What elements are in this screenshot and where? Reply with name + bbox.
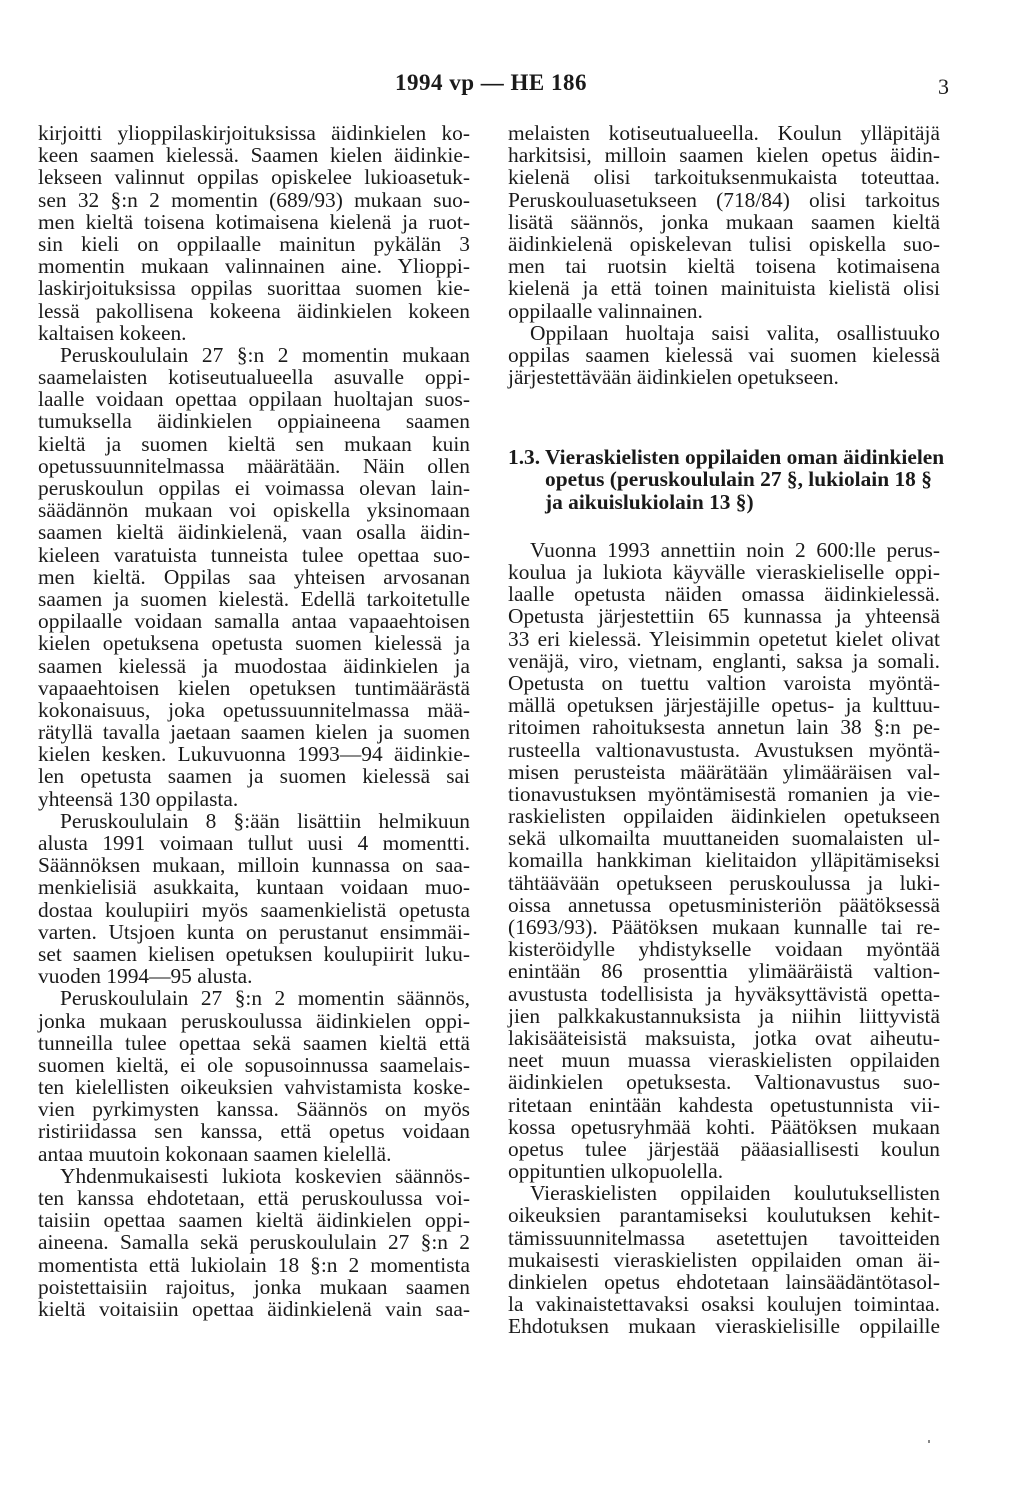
text-line: tähtäävään opetukseen peruskoulussa ja luki- <box>508 870 940 895</box>
text-line: tionavustuksen myöntämisestä romanien ja vie- <box>508 781 940 806</box>
text-line: misen perusteista määrätään ylimääräisen val- <box>508 759 940 784</box>
text-line: kieltä ja suomen kieltä sen mukaan kuin <box>38 431 470 456</box>
text-line: oissa annetussa opetusministeriön päätöksessä <box>508 892 940 917</box>
right-column <box>508 121 945 1339</box>
text-line: peruskoulun oppilas ei voimassa olevan lain- <box>38 476 470 500</box>
text-line: kaltaisen kokeen. <box>38 320 187 345</box>
text-line: men tai ruotsin kieltä toisena kotimaisena <box>508 254 940 279</box>
text-line: saamen kieltä äidinkielenä, vaan osalla äidin- <box>38 520 470 545</box>
text-line: oppilaalle voidaan samalla antaa vapaaehtoisen <box>38 609 470 634</box>
text-line: oppilas saamen kielessä vai suomen kielessä <box>508 342 940 367</box>
text-line: mukaisesti vieraskielisten oppilaiden oman äi- <box>508 1247 940 1272</box>
text-line: 33 eri kielessä. Yleisimmin opetetut kielet olivat <box>508 626 940 651</box>
left-column <box>38 122 470 1320</box>
text-line: taisiin opettaa saamen kieltä äidinkielen oppi- <box>38 1208 470 1233</box>
right-column-top-text <box>508 122 940 388</box>
text-line: rusteella valtionavustusta. Avustuksen myöntä- <box>508 737 940 762</box>
text-line: rätyllä tavalla jaetaan saamen kielen ja suomen <box>38 720 470 745</box>
text-line: kieltä voitaisiin opettaa äidinkielenä vain saa- <box>38 1296 470 1321</box>
text-line: ristiriidassa sen kanssa, että opetus voidaan <box>38 1119 470 1144</box>
text-line: kielen opetuksena opetusta suomen kielessä ja <box>38 631 470 656</box>
text-line: säädännön mukaan voi opiskella yksinomaan <box>38 498 470 523</box>
text-line: harkitsisi, milloin saamen kielen opetus äidin- <box>508 143 940 168</box>
header-title: 1994 vp — HE 186 <box>395 70 588 95</box>
text-line: kielen kesken. Lukuvuonna 1993—94 äidinkie- <box>38 742 470 767</box>
text-line: kokonaisuus, joka opetussuunnitelmassa mää- <box>38 697 470 722</box>
text-line: Vieraskielisten oppilaiden koulutuksellisten <box>530 1181 940 1206</box>
text-line: momentin mukaan valinnainen aine. Ylioppi- <box>38 254 470 279</box>
right-column-bottom-text <box>508 539 940 1338</box>
text-line: äidinkielenä opiskelevan tulisi opiskella suo- <box>508 231 940 256</box>
text-line: Ehdotuksen mukaan vieraskielisille oppilaille <box>508 1314 940 1339</box>
text-line: Peruskoululain 8 §:ään lisättiin helmikuun <box>60 808 470 833</box>
text-line: Opetusta on tuettu valtion varoista myöntä- <box>508 670 940 695</box>
text-line: Oppilaan huoltaja saisi valita, osallistuuko <box>530 320 940 345</box>
text-line: saamen ja suomen kielestä. Edellä tarkoitetulle <box>38 586 470 611</box>
text-line: komailla hankkiman kielitaidon ylläpitämiseksi <box>508 848 940 873</box>
text-line: la vakinaistettavaksi osaksi koulujen toimintaa. <box>508 1292 940 1317</box>
text-line: ten kielellisten oikeuksien vahvistamista koske- <box>38 1075 470 1100</box>
section-number: 1.3. <box>508 445 541 470</box>
text-line: venäjä, viro, vietnam, englanti, saksa ja somali. <box>508 648 940 673</box>
text-line: mällä opetuksen järjestäjille opetus- ja kulttuu- <box>508 693 940 718</box>
scan-mark <box>928 1440 930 1443</box>
text-line: vuoden 1994—95 alusta. <box>38 964 253 989</box>
section-heading <box>508 445 945 514</box>
text-line: sen 32 §:n 2 momentin (689/93) mukaan suo- <box>38 187 470 212</box>
text-line: tumuksella äidinkielen oppiaineena saamen <box>38 409 470 434</box>
text-line: yhteensä 130 oppilasta. <box>38 786 239 811</box>
text-line: oikeuksien parantamiseksi koulutuksen kehit- <box>508 1203 940 1228</box>
page-header <box>0 70 1024 98</box>
text-line: avustusta todellisista ja hyväksyttävistä opetta- <box>508 981 940 1006</box>
text-line: ritetaan enintään kahdesta opetustunnista vii- <box>508 1092 940 1117</box>
text-line: dostaa koulupiiri myös saamenkielistä opetusta <box>38 897 470 922</box>
text-line: koulua ja lukiota käyvälle vieraskieliselle oppi- <box>508 560 940 584</box>
text-line: melaisten kotiseutualueella. Koulun ylläpitäjä <box>508 121 940 145</box>
text-line: oppilaalle valinnainen. <box>508 298 703 323</box>
text-line: vapaaehtoisen kielen opetuksen tuntimäärästä <box>38 675 470 700</box>
text-line: oppituntien ulkopuolella. <box>508 1159 724 1184</box>
text-line: aineena. Samalla sekä peruskoululain 27 §:n 2 <box>38 1230 470 1255</box>
text-line: men kieltä. Oppilas saa yhteisen arvosanan <box>38 564 470 589</box>
text-line: dinkielen opetus ehdotetaan lainsäädäntötasol- <box>508 1270 940 1294</box>
text-line: enintään 86 prosenttia ylimääräistä valtion- <box>508 959 940 984</box>
text-line: momentista että lukiolain 18 §:n 2 momentista <box>38 1252 470 1277</box>
text-line: kielenä ja että toinen mainituista kielistä olisi <box>508 276 940 301</box>
text-line: set saamen kielisen opetuksen koulupiirit luku- <box>38 941 470 966</box>
text-line: ten kanssa ehdotetaan, että peruskoulussa voi- <box>38 1186 470 1210</box>
text-line: jien palkkakustannuksista ja niihin liittyvistä <box>508 1003 940 1028</box>
text-line: men kieltä toisena kotimaisena kielenä ja ruot- <box>38 209 470 234</box>
text-line: sin kieli on oppilaalle mainitun pykälän 3 <box>38 231 470 256</box>
text-line: keen saamen kielessä. Saamen kielen äidinkie- <box>38 143 470 168</box>
text-line: tämissuunnitelmassa asetettujen tavoitteiden <box>508 1225 940 1250</box>
text-line: kisteröidylle yhdistykselle voidaan myöntää <box>508 937 940 962</box>
text-line: opetussuunnitelmassa määrätään. Näin ollen <box>38 453 470 478</box>
text-line: Opetusta järjestettiin 65 kunnassa ja yhteensä <box>508 604 940 629</box>
text-line: kirjoitti ylioppilaskirjoituksissa äidinkielen ko- <box>38 121 470 145</box>
text-line: jonka mukaan peruskoulussa äidinkielen oppi- <box>38 1008 470 1033</box>
page-number: 3 <box>938 74 949 99</box>
text-line: antaa muutoin kokonaan saamen kielellä. <box>38 1141 392 1166</box>
section-heading-line: opetus (peruskoululain 27 §, lukiolain 18 § <box>545 467 932 492</box>
text-line: Peruskouluasetukseen (718/84) olisi tarkoitus <box>508 187 940 212</box>
text-line: kieleen varatuista tunneista tulee opettaa suo- <box>38 542 470 567</box>
text-line: menkielisiä asukkaita, kuntaan voidaan muo- <box>38 875 470 900</box>
text-line: (1693/93). Päätöksen mukaan kunnalle tai re- <box>508 915 940 939</box>
text-line: alusta 1991 voimaan tullut uusi 4 momentti. <box>38 831 470 855</box>
text-line: varten. Utsjoen kunta on perustanut ensimmäi- <box>38 919 470 944</box>
text-line: lekseen valinnut oppilas opiskelee lukioasetuk- <box>38 165 470 190</box>
text-line: poistettaisiin rajoitus, jonka mukaan saamen <box>38 1274 470 1299</box>
text-line: lakisääteisistä maksuista, jotka ovat aiheutu- <box>508 1025 940 1050</box>
section-heading-line: Vieraskielisten oppilaiden oman äidinkielen <box>545 445 945 470</box>
text-line: Peruskoululain 27 §:n 2 momentin säännös, <box>60 986 470 1011</box>
section-heading-line: ja aikuislukiolain 13 §) <box>545 489 754 514</box>
text-line: saamelaisten kotiseutualueella asuvalle oppi- <box>38 365 470 390</box>
text-line: neet muun muassa vieraskielisten oppilaiden <box>508 1048 940 1073</box>
text-line: suomen kieltä, ei ole sopusoinnussa saamelais- <box>38 1052 470 1077</box>
text-line: Yhdenmukaisesti lukiota koskevien säännös- <box>60 1163 470 1188</box>
text-line: sekä ulkomailta muuttaneiden suomalaisten ul- <box>508 826 940 851</box>
text-line: vien pyrkimysten kanssa. Säännös on myös <box>38 1097 470 1122</box>
text-line: Säännöksen mukaan, milloin kunnassa on saa- <box>38 853 470 878</box>
text-line: Peruskoululain 27 §:n 2 momentin mukaan <box>60 342 470 367</box>
text-line: äidinkielen opetuksesta. Valtionavustus suo- <box>508 1070 940 1095</box>
text-line: laalle opetusta näiden omassa äidinkielessä. <box>508 582 940 607</box>
text-line: raskielisten oppilaiden äidinkielen opetukseen <box>508 804 940 829</box>
text-line: lessä pakollisena kokeena äidinkielen kokeen <box>38 298 470 323</box>
text-line: opetus tulee järjestää pääasiallisesti koulun <box>508 1136 940 1161</box>
text-line: tunneilla tulee opettaa sekä saamen kieltä että <box>38 1030 470 1055</box>
text-line: saamen kielessä ja muodostaa äidinkielen ja <box>38 653 470 678</box>
text-line: järjestettävään äidinkielen opetukseen. <box>508 365 839 390</box>
text-line: kossa opetusryhmää kohti. Päätöksen mukaan <box>508 1114 940 1139</box>
text-line: kielenä olisi tarkoituksenmukaista toteuttaa. <box>508 165 940 190</box>
text-line: laskirjoituksissa oppilas suorittaa suomen kie- <box>38 276 470 301</box>
text-line: lisätä säännös, jonka mukaan saamen kieltä <box>508 209 940 234</box>
text-line: Vuonna 1993 annettiin noin 2 600:lle perus- <box>530 537 940 562</box>
text-line: len opetusta saamen ja suomen kielessä sai <box>38 764 470 789</box>
text-line: ritoimen rahoituksesta annetun lain 38 §:n pe- <box>508 715 940 740</box>
text-line: laalle voidaan opettaa oppilaan huoltajan suos- <box>38 387 470 412</box>
